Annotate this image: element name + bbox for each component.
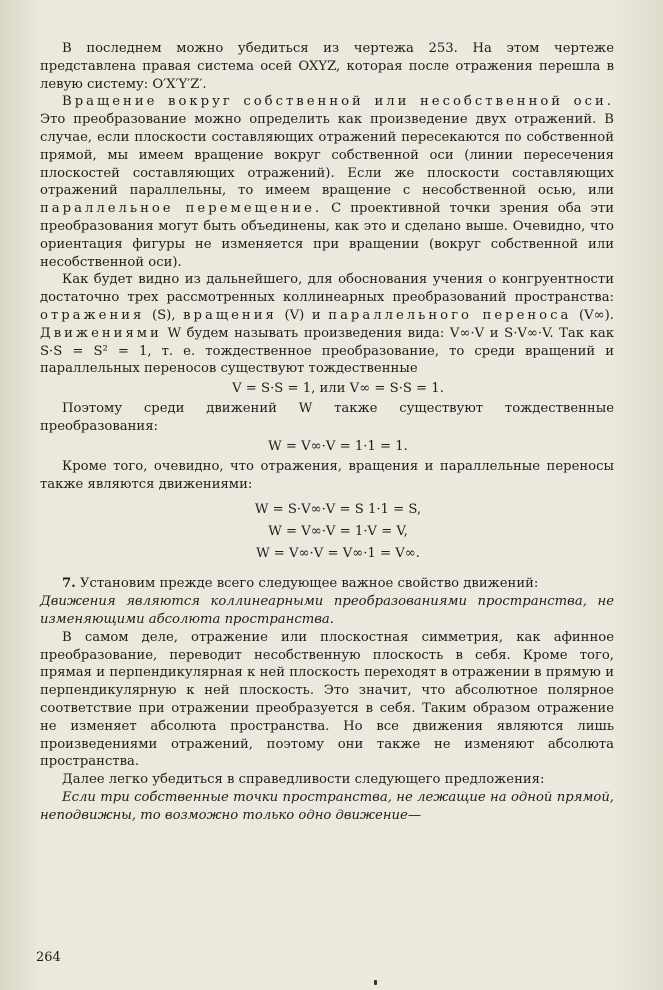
formula: W = V∞·V = 1·1 = 1. <box>268 438 408 454</box>
term-motions: Движениями <box>40 325 162 341</box>
paragraph-text: Поэтому среди движений W также существуют тождественные преобразования: <box>40 401 614 434</box>
paragraph <box>40 400 614 436</box>
formula: V = S·S = 1, или V∞ = S·S = 1. <box>232 381 444 397</box>
paragraph <box>40 771 614 789</box>
paragraph-text: Как будет видно из дальнейшего, для обоснования учения о конгруентности достаточно трех рассмотренных коллинеарных преобразований пространства: <box>40 272 614 306</box>
paragraph-text: W будем называть произведения вида: V∞·V и S·V∞·V. Так как S·S = S² = 1, т. е. тождественное преобразование, то среди вращений и параллельных переносов существуют тождественные <box>40 325 614 377</box>
paragraph-text: (S), <box>144 307 184 323</box>
term-reflection: отражения <box>40 307 145 323</box>
print-mark <box>374 980 377 985</box>
paragraph <box>40 271 614 378</box>
term-rotation: Вращение вокруг собственной или несобственной оси. <box>62 94 614 110</box>
paragraph-text: Это преобразование можно определить как произведение двух отражений. В случае, если плоскости составляющих отражений пересекаются по собственной прямой, мы имеем вращение вокруг собственной оси (линии пересечения плоскостей составляющих отражений). Если же плоскости составляющих отражений параллельны, то имеем вращение с несобственной осью, или <box>40 112 614 199</box>
paragraph-text: В последнем можно убедиться из чертежа 253. На этом чертеже представлена правая система осей OXYZ, которая после отражения перешла в левую систему: O′X′Y′Z′. <box>40 41 614 92</box>
formula-group <box>40 499 614 565</box>
formula: W = V∞·V = 1·V = V, <box>268 524 408 540</box>
theorem-text: Если три собственные точки пространства, не лежащие на одной прямой, неподвижны, то возможно только одно движение— <box>40 789 614 823</box>
formula: W = S·V∞·V = S 1·1 = S, <box>254 502 422 518</box>
paragraph <box>40 93 614 271</box>
theorem <box>40 593 614 629</box>
paragraph <box>40 458 614 494</box>
section-number: 7. <box>62 576 76 592</box>
paragraph-text: В самом деле, отражение или плоскостная симметрия, как афинное преобразование, переводит несобственную плоскость в себя. Кроме того, прямая и перпендикулярная к ней плоскость переходят в отражении в прямую и перпендикулярную к ней плоскость. Это значит, что абсолютное полярное соответствие при отражении преобразуется в себя. Таким образом отражение не изменяет абсолюта пространства. Но все движения являются лишь произведениями отражений, поэтому они также не изменяют абсолюта пространства. <box>40 629 614 770</box>
paragraph-text: Установим прежде всего следующее важное свойство движений: <box>75 576 539 592</box>
paragraph-text: (V∞). <box>571 307 614 323</box>
page-text <box>40 40 614 824</box>
paragraph-text: Далее легко убедиться в справедливости следующего предложения: <box>62 772 545 788</box>
paragraph <box>40 629 614 771</box>
term-parallel-shift: параллельное перемещение. <box>40 201 323 217</box>
paragraph-text: Кроме того, очевидно, что отражения, вращения и параллельные переносы также являются движениями: <box>40 458 614 492</box>
term-rotation-short: вращения <box>183 307 277 323</box>
theorem-text: Движения являются коллинеарными преобразованиями пространства, не изменяющими абсолюта пространства. <box>40 594 614 627</box>
paragraph <box>40 575 614 593</box>
formula: W = V∞·V = V∞·1 = V∞. <box>256 546 420 562</box>
paragraph-text: С проективной точки зрения оба эти преобразования могут быть объединены, как это и сделано выше. Очевидно, что ориентация фигуры не изменяется при вращении (вокруг собственной или несобственной оси). <box>40 201 615 270</box>
term-parallel-translation: параллельного переноса <box>328 307 572 323</box>
paragraph <box>40 40 614 93</box>
page-number: 264 <box>36 950 61 965</box>
paragraph-text: (V) и <box>276 307 329 323</box>
theorem <box>40 789 614 825</box>
